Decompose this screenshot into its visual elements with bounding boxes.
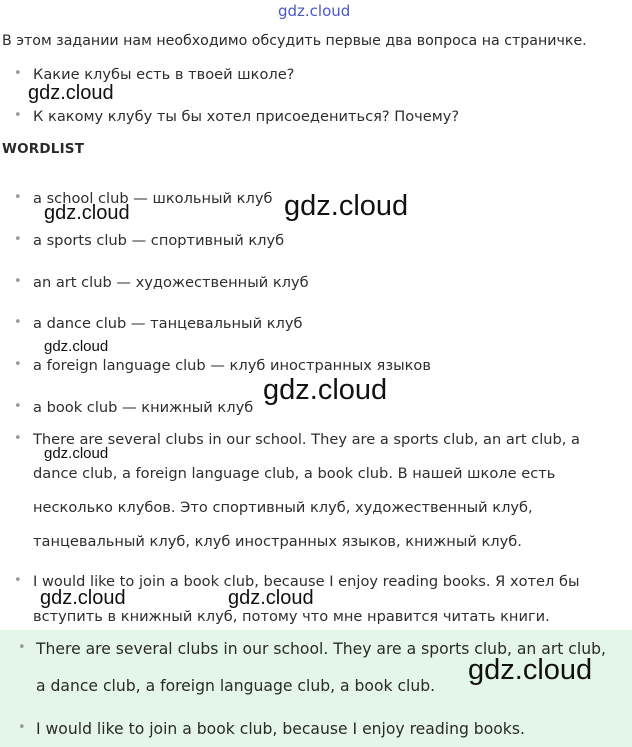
watermark: gdz.cloud bbox=[44, 338, 109, 355]
question-text: К какому клубу ты бы хотел присоедениться? Почему? bbox=[33, 108, 460, 125]
watermark: gdz.cloud bbox=[28, 82, 114, 104]
wordlist-text: an art club — художественный клуб bbox=[33, 274, 309, 291]
watermark: gdz.cloud bbox=[263, 374, 388, 406]
bullet-icon: • bbox=[14, 108, 22, 123]
bullet-icon: • bbox=[14, 399, 22, 414]
paragraph-line: несколько клубов. Это спортивный клуб, художественный клуб, bbox=[33, 499, 533, 516]
paragraph-line: dance club, a foreign language club, a book club. В нашей школе есть bbox=[33, 465, 556, 482]
watermark: gdz.cloud bbox=[228, 587, 314, 609]
wordlist-heading: WORDLIST bbox=[2, 141, 85, 157]
answer-line: There are several clubs in our school. They are a sports club, an art club, bbox=[36, 640, 606, 658]
watermark: gdz.cloud bbox=[40, 587, 126, 609]
paragraph-line: I would like to join a book club, because I enjoy reading books. Я хотел бы bbox=[33, 573, 580, 590]
paragraph-line: вступить в книжный клуб, потому что мне нравится читать книги. bbox=[33, 608, 550, 625]
wordlist-text: a dance club — танцевальный клуб bbox=[33, 315, 303, 332]
question-text: Какие клубы есть в твоей школе? bbox=[33, 66, 295, 83]
top-watermark: gdz.cloud bbox=[278, 2, 351, 20]
bullet-icon: • bbox=[14, 274, 22, 289]
paragraph-line: танцевальный клуб, клуб иностранных языков, книжный клуб. bbox=[33, 533, 522, 550]
wordlist-text: a sports club — спортивный клуб bbox=[33, 232, 285, 249]
bullet-icon: • bbox=[14, 315, 22, 330]
paragraph-line: There are several clubs in our school. They are a sports club, an art club, a bbox=[33, 431, 580, 448]
bullet-icon: • bbox=[14, 431, 22, 446]
answer-box bbox=[0, 630, 632, 747]
intro-text: В этом задании нам необходимо обсудить первые два вопроса на страничке. bbox=[2, 33, 587, 49]
answer-line: a dance club, a foreign language club, a book club. bbox=[36, 677, 436, 695]
bullet-icon: • bbox=[14, 190, 22, 205]
bullet-icon: • bbox=[14, 357, 22, 372]
wordlist-text: a school club — школьный клуб bbox=[33, 190, 273, 207]
wordlist-text: a book club — книжный клуб bbox=[33, 399, 254, 416]
bullet-icon: • bbox=[14, 66, 22, 81]
watermark: gdz.cloud bbox=[468, 654, 593, 686]
answer-line: I would like to join a book club, because I enjoy reading books. bbox=[36, 720, 525, 738]
watermark: gdz.cloud bbox=[44, 445, 109, 462]
bullet-icon: • bbox=[18, 640, 26, 655]
watermark: gdz.cloud bbox=[44, 202, 130, 224]
watermark: gdz.cloud bbox=[284, 190, 409, 222]
bullet-icon: • bbox=[14, 573, 22, 588]
wordlist-text: a foreign language club — клуб иностранных языков bbox=[33, 357, 431, 374]
bullet-icon: • bbox=[14, 232, 22, 247]
bullet-icon: • bbox=[18, 720, 26, 735]
